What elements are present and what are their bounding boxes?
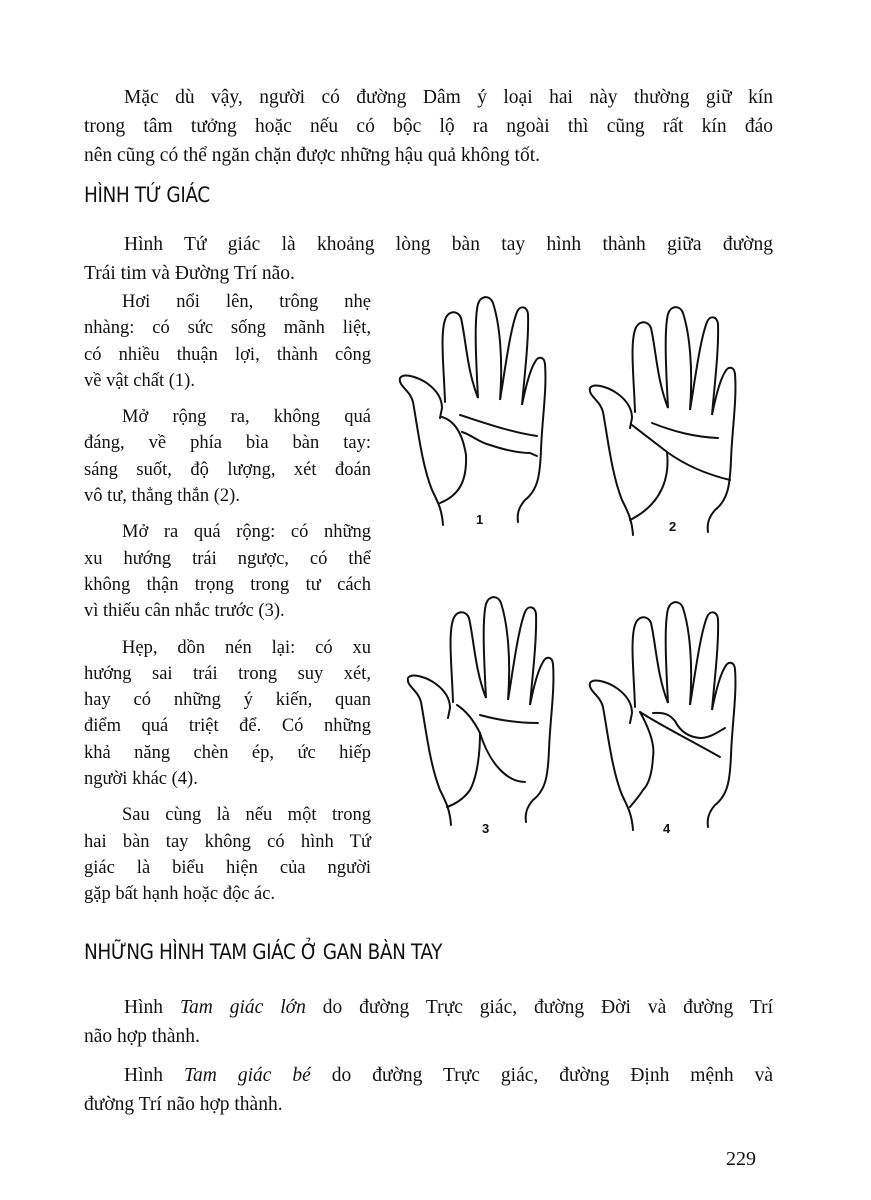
text-line [84, 993, 773, 1022]
text-line: khả năng chèn ép, ức hiếp [84, 742, 371, 763]
triangle-paragraph-1 [84, 993, 773, 1051]
text-line: gặp bất hạnh hoặc độc ác. [84, 884, 276, 905]
text-segment: do đường Trực giác, đường Đời và đường Trí [305, 997, 773, 1018]
text-segment: Hình [124, 997, 180, 1018]
text-line: nên cũng có thể ngăn chặn được những hậu quả không tốt. [84, 145, 541, 166]
section-heading-tam-giac: NHỮNG HÌNH TAM GIÁC Ở GAN BÀN TAY [84, 940, 442, 964]
palm-figure-1 [400, 297, 546, 527]
text-line [84, 1061, 773, 1090]
text-line: hay có những ý kiến, quan [84, 690, 371, 711]
page-number: 229 [726, 1148, 756, 1170]
text-line: đường Trí não hợp thành. [84, 1094, 283, 1115]
figure-label-1: 1 [476, 512, 484, 527]
text-line: Mặc dù vậy, người có đường Dâm ý loại hai này thường giữ kín [124, 87, 773, 108]
italic-term: Tam giác bé [183, 1065, 311, 1086]
palm-figure-2 [590, 307, 736, 535]
text-line: hướng sai trái trong suy xét, [84, 663, 371, 684]
text-line: Sau cùng là nếu một trong [122, 805, 371, 826]
text-line: điểm quá triệt để. Có những [84, 716, 371, 737]
palm-figure-4 [590, 602, 736, 836]
text-line: vì thiếu cân nhắc trước (3). [84, 601, 285, 622]
text-line: xu hướng trái ngược, có thể [84, 548, 371, 569]
text-segment: do đường Trực giác, đường Định mệnh và [310, 1065, 774, 1086]
text-line: Hơi nổi lên, trông nhẹ [122, 292, 371, 312]
figure-label-3: 3 [482, 821, 490, 836]
italic-term: Tam giác lớn [179, 997, 306, 1018]
text-line: không thận trọng trong tư cách [84, 574, 371, 595]
text-line: về vật chất (1). [84, 370, 195, 391]
text-line: hai bàn tay không có hình Tứ [84, 831, 371, 852]
text-line: sáng suốt, độ lượng, xét đoán [84, 459, 371, 480]
section-heading-tu-giac: HÌNH TỨ GIÁC [84, 183, 210, 207]
text-line: trong tâm tưởng hoặc nếu có bộc lộ ra ngoài thì cũng rất kín đáo [84, 116, 773, 137]
palm-figure-3 [408, 597, 554, 836]
text-line: giác là biểu hiện của người [84, 857, 371, 878]
triangle-paragraph-2 [84, 1061, 773, 1119]
text-line: có nhiều thuận lợi, thành công [84, 344, 371, 365]
figure-label-2: 2 [669, 519, 677, 534]
text-line: vô tư, thẳng thắn (2). [84, 486, 240, 507]
text-line: Hình Tứ giác là khoảng lòng bàn tay hình thành giữa đường [124, 234, 773, 255]
text-line: nhàng: có sức sống mãnh liệt, [84, 318, 371, 339]
text-line: Hẹp, dồn nén lại: có xu [122, 637, 371, 658]
text-line: não hợp thành. [84, 1026, 200, 1047]
text-line: Mở rộng ra, không quá [122, 407, 371, 428]
text-line: đáng, về phía bìa bàn tay: [84, 433, 371, 454]
text-line: Mở ra quá rộng: có những [122, 522, 371, 543]
text-line: người khác (4). [84, 769, 198, 790]
text-line: Trái tim và Đường Trí não. [84, 263, 295, 284]
figure-label-4: 4 [663, 821, 671, 836]
text-segment: Hình [124, 1065, 184, 1086]
